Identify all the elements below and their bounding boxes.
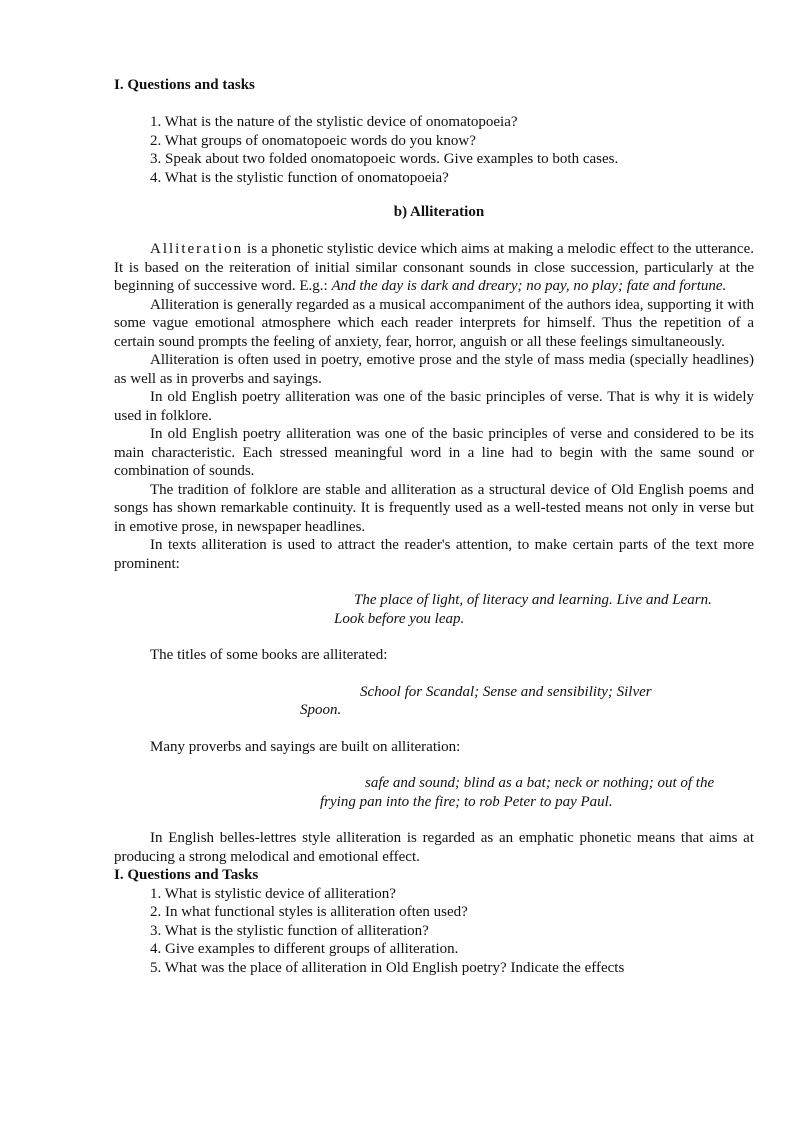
- definition-example: And the day is dark and dreary; no pay, no play; fate and fortune.: [331, 278, 727, 294]
- list-item: 1. What is the nature of the stylistic device of onomatopoeia?: [150, 114, 518, 130]
- paragraph-definition: [114, 240, 754, 296]
- titles-intro: The titles of some books are alliterated:: [150, 647, 388, 663]
- alliteration-tasks-list: [150, 885, 754, 978]
- paragraph-belles-lettres: In English belles-lettres style alliteration is regarded as an emphatic phonetic means that aims at producing a strong melodical and emotional effect.: [114, 830, 754, 865]
- paragraph-folklore: The tradition of folklore are stable and alliteration as a structural device of Old English poems and songs has shown remarkable continuity. It is frequently used as a well-tested means not only in verse but in emotive prose, in newspaper headlines.: [114, 481, 754, 535]
- paragraph-old-english: In old English poetry alliteration was one of the basic principles of verse. That is why it is widely used in folklore.: [114, 389, 754, 424]
- list-item: 3. Speak about two folded onomatopoeic words. Give examples to both cases.: [150, 151, 619, 167]
- list-item: 3. What is the stylistic function of alliteration?: [150, 922, 429, 939]
- list-item: 5. What was the place of alliteration in Old English poetry? Indicate the effects: [150, 959, 625, 976]
- tasks-heading: I. Questions and Tasks: [114, 867, 259, 883]
- paragraph-old-english-verse: In old English poetry alliteration was one of the basic principles of verse and considered to be its main characteristic. Each stressed meaningful word in a line had to begin with the same sound or combination of sounds.: [114, 426, 754, 479]
- list-item: 2. In what functional styles is alliteration often used?: [150, 904, 468, 920]
- list-item: 2. What groups of onomatopoeic words do you know?: [150, 132, 476, 149]
- quote-example-light: The place of light, of literacy and learning. Live and Learn. Look before you leap.: [334, 592, 712, 627]
- list-item: 4. Give examples to different groups of alliteration.: [150, 941, 459, 957]
- list-item: 4. What is the stylistic function of onomatopoeia?: [150, 169, 449, 186]
- questions-heading: I. Questions and tasks: [114, 77, 255, 93]
- paragraph-texts: In texts alliteration is used to attract the reader's attention, to make certain parts of the text more prominent:: [114, 537, 754, 572]
- section-title: b) Alliteration: [393, 204, 485, 220]
- quote-proverbs: safe and sound; blind as a bat; neck or nothing; out of the frying pan into the fire; to rob Peter to pay Paul.: [320, 775, 715, 810]
- paragraph-usage: Alliteration is often used in poetry, emotive prose and the style of mass media (specially headlines) as well as in proverbs and sayings.: [114, 352, 754, 387]
- onomatopoeia-questions-list: [150, 113, 754, 187]
- term-alliteration: Alliteration: [150, 241, 244, 257]
- definition-text: is a phonetic stylistic device which aims at making a melodic effect to the utterance. It is based on the reiteration of initial similar consonant sounds in close succession, particularly at the beginning of successive word. E.g.:: [114, 241, 754, 294]
- document-page: [114, 76, 754, 977]
- paragraph-musical: Alliteration is generally regarded as a musical accompaniment of the authors idea, supporting it with some vague emotional atmosphere which each reader interprets for himself. Thus the repetition of a certain sound prompts the feeling of anxiety, fear, horror, anguish or all these feelings simultaneously.: [114, 296, 754, 350]
- list-item: 1. What is stylistic device of alliteration?: [150, 885, 396, 902]
- proverbs-intro: Many proverbs and sayings are built on alliteration:: [150, 738, 461, 755]
- quote-book-titles: School for Scandal; Sense and sensibility; Silver Spoon.: [300, 683, 652, 718]
